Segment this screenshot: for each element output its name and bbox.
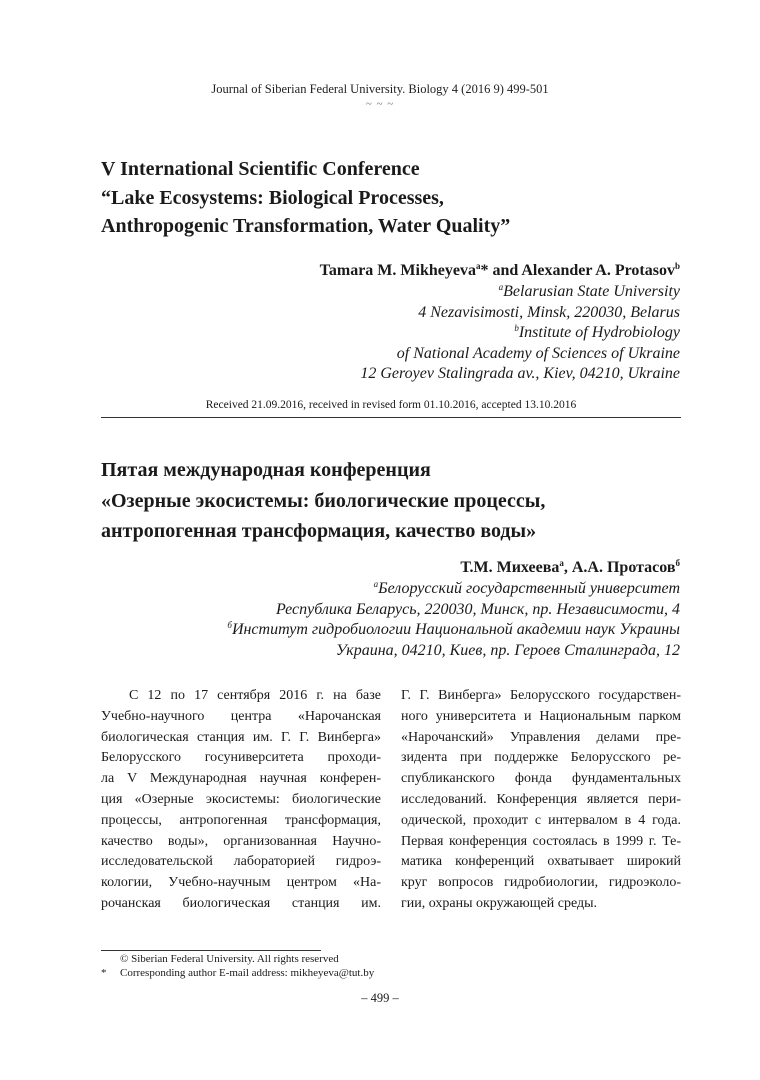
- received-dates: Received 21.09.2016, received in revised form 01.10.2016, accepted 13.10.2016: [205, 399, 577, 411]
- body-line: ла V Международная научная конферен-: [101, 771, 381, 787]
- title-en-line: Anthropogenic Transformation, Water Quality”: [101, 215, 511, 237]
- page-number: – 499 –: [361, 991, 399, 1005]
- affil-b-mark: b: [514, 323, 519, 333]
- title-ru-line: Пятая международная конференция: [101, 459, 431, 481]
- author-2-name: Alexander A. Protasov: [521, 262, 675, 279]
- body-line: Первая конференция состоялась в 1999 г. Те-: [401, 833, 681, 849]
- body-line: исследований. Конференция является пери-: [401, 791, 681, 807]
- affil-text: Belarusian State University: [503, 283, 680, 300]
- body-line: качество воды», организованная Научно-: [101, 833, 381, 849]
- author-and: and: [488, 262, 522, 279]
- author-2-affil-mark-ru: б: [675, 558, 680, 568]
- title-english: [101, 155, 691, 241]
- title-ru-line: антропогенная трансформация, качество воды»: [101, 520, 537, 542]
- body-line: кологии, Учебно-научным центром «На-: [101, 875, 381, 891]
- affiliation-line-ru: [120, 620, 680, 641]
- affil-a-mark: a: [498, 282, 504, 292]
- body-line: С 12 по 17 сентября 2016 г. на базе: [129, 688, 381, 703]
- body-line: Г. Г. Винберга» Белорусского государствен-: [401, 688, 681, 703]
- affiliation-line-ru: Украина, 04210, Киев, пр. Героев Сталинграда, 12: [335, 641, 680, 659]
- affiliation-line: [120, 282, 680, 303]
- author-2-affil-mark: b: [674, 261, 680, 271]
- body-line: «Нарочанский» Управления делами пре-: [401, 729, 681, 745]
- affil-a-mark-ru: а: [373, 579, 379, 589]
- author-separator: ,: [563, 559, 572, 576]
- author-1-name-ru: Т.М. Михеева: [460, 559, 560, 576]
- authors-english: [120, 260, 680, 385]
- affiliation-line: [120, 323, 680, 344]
- title-russian: [101, 455, 691, 547]
- affil-b-mark-ru: б: [227, 620, 232, 630]
- body-line: матика конференций охватывает широкий: [401, 854, 681, 870]
- author-1-name: Tamara M. Mikheyeva: [319, 262, 476, 279]
- footnote-corresponding: [101, 967, 374, 979]
- body-line: рочанская биологическая станция им.: [101, 895, 381, 911]
- title-ru-line: «Озерные экосистемы: биологические процессы,: [101, 489, 546, 512]
- author-names-ru: [120, 557, 680, 579]
- title-en-line: “Lake Ecosystems: Biological Processes,: [101, 186, 444, 209]
- corresponding-email-text: Corresponding author E-mail address: mikheyeva@tut.by: [120, 967, 375, 979]
- affil-text: Institute of Hydrobiology: [518, 324, 680, 341]
- header-ornament: ~ ~ ~: [365, 98, 395, 110]
- body-line: ция «Озерные экосистемы: биологические: [101, 791, 381, 807]
- author-1-affil-mark: a: [475, 261, 481, 271]
- affil-text-ru: Институт гидробиологии Национальной академии наук Украины: [231, 621, 680, 638]
- body-line: Белорусского госуниверситета проходи-: [101, 750, 381, 766]
- affiliation-line-ru: Республика Беларусь, 220030, Минск, пр. Независимости, 4: [275, 600, 680, 618]
- affiliation-line: 12 Geroyev Stalingrada av., Kiev, 04210, Ukraine: [360, 365, 680, 382]
- footnote-star: *: [101, 967, 107, 979]
- affiliation-line-ru: [120, 579, 680, 600]
- author-names-en: [120, 260, 680, 282]
- copyright-text: © Siberian Federal University. All rights reserved: [120, 953, 339, 965]
- corresponding-star: *: [480, 262, 489, 279]
- body-line: исследовательской лабораторией гидроэ-: [101, 854, 381, 870]
- body-line: биологическая станция им. Г. Г. Винберга»: [101, 729, 381, 745]
- affiliation-line: 4 Nezavisimosti, Minsk, 220030, Belarus: [418, 303, 680, 321]
- affil-text-ru: Белорусский государственный университет: [378, 580, 680, 597]
- body-line: одической, проходит с интервалом в 4 года.: [401, 812, 681, 828]
- journal-header: Journal of Siberian Federal University. Biology 4 (2016 9) 499-501: [211, 82, 549, 96]
- author-2-name-ru: А.А. Протасов: [571, 559, 676, 576]
- body-column-left: [101, 686, 381, 915]
- body-line: ного университета и Национальным парком: [401, 708, 681, 724]
- body-column-right: [401, 686, 681, 915]
- authors-russian: [120, 557, 680, 661]
- footnote-copyright: [101, 953, 339, 965]
- body-line: круг вопросов гидробиологии, гидроэколо-: [401, 875, 681, 891]
- body-line: зидента при поддержке Белорусского ре-: [401, 750, 681, 766]
- affiliation-line: of National Academy of Sciences of Ukraine: [396, 344, 680, 362]
- body-line: Учебно-научного центра «Нарочанская: [101, 708, 381, 724]
- author-1-affil-mark-ru: а: [559, 558, 564, 568]
- body-line: процессы, антропогенная трансформация,: [101, 812, 381, 828]
- title-en-line: V International Scientific Conference: [101, 158, 420, 180]
- body-line: спубликанского фонда фундаментальных: [401, 771, 681, 787]
- body-line: гии, охраны окружающей среды.: [401, 895, 598, 911]
- section-divider: [101, 417, 681, 418]
- footnote-rule: [101, 950, 321, 951]
